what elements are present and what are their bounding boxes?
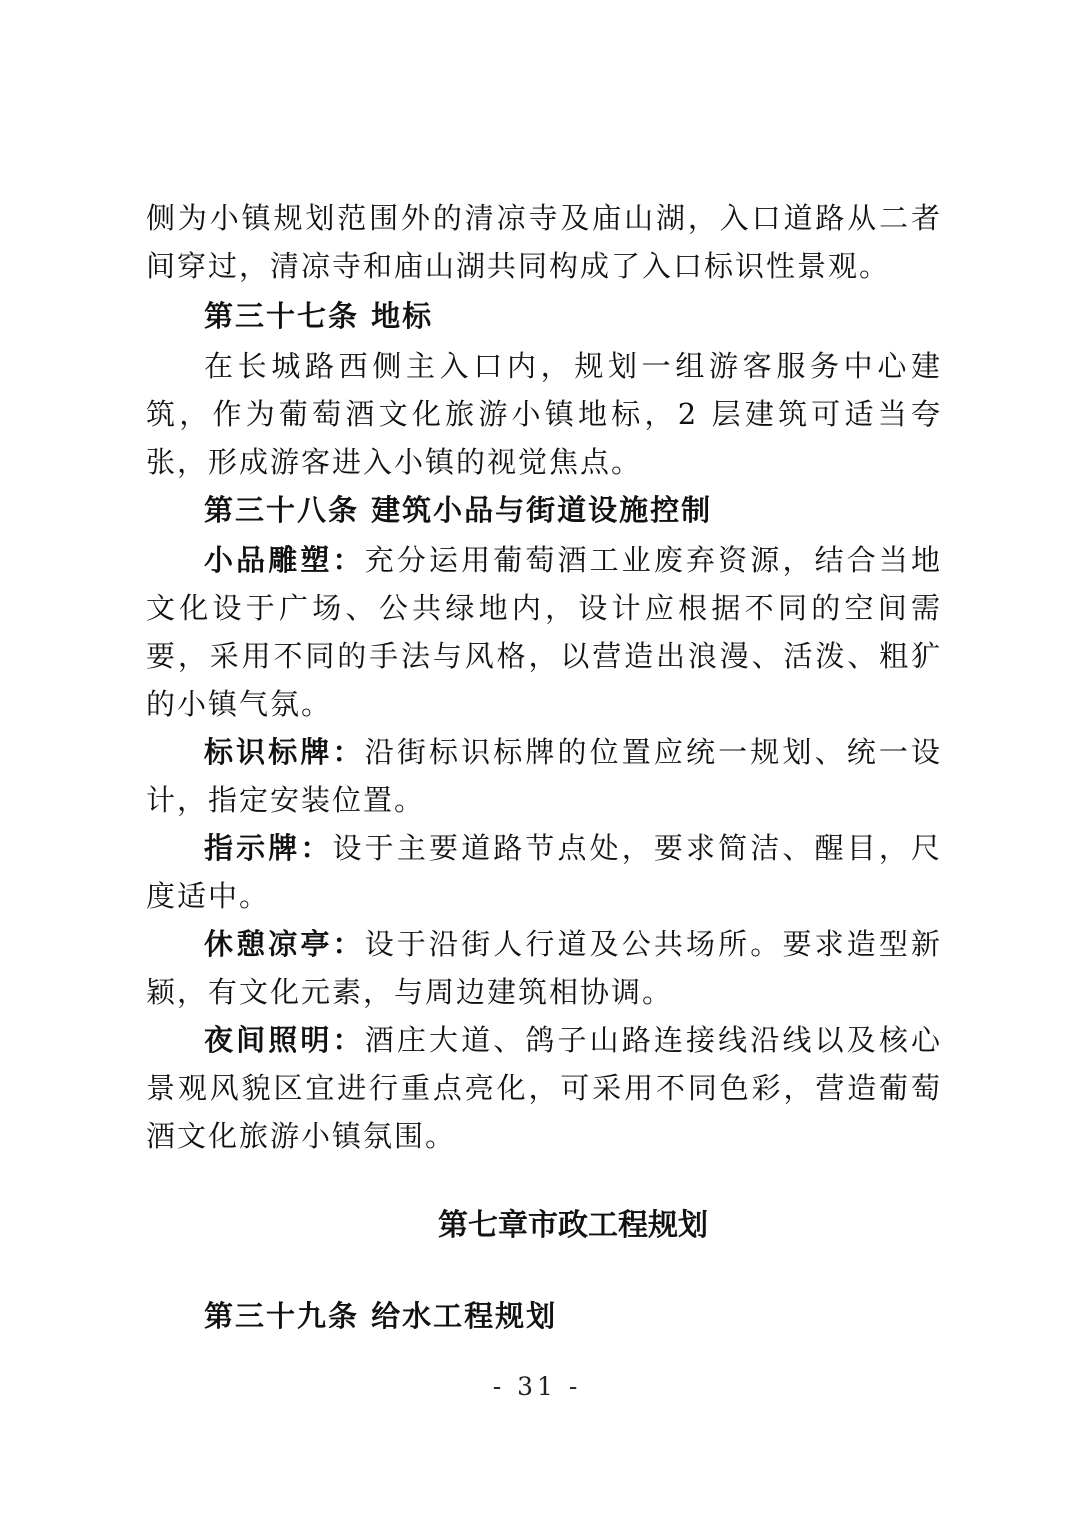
article-38-item-signage xyxy=(146,728,942,824)
article-38-item-pavilion xyxy=(146,920,942,1016)
term-label: 休憩凉亭： xyxy=(204,927,365,961)
intro-paragraph: 侧为小镇规划范围外的清凉寺及庙山湖，入口道路从二者间穿过，清凉寺和庙山湖共同构成了入口标识性景观。 xyxy=(146,201,942,283)
article-39-heading: 第三十九条 给水工程规划 xyxy=(204,1299,558,1333)
term-label: 指示牌： xyxy=(204,831,333,865)
term-text: 设于沿街人行道及公共场所。要求造型新颖，有文化元素，与周边建筑相协调。 xyxy=(146,927,942,1009)
article-37-body: 在长城路西侧主入口内，规划一组游客服务中心建筑，作为葡萄酒文化旅游小镇地标，2 层建筑可适当夸张，形成游客进入小镇的视觉焦点。 xyxy=(146,349,942,479)
article-38-item-lighting xyxy=(146,1016,942,1160)
page-number: - 31 - xyxy=(492,1372,582,1401)
article-38-heading: 第三十八条 建筑小品与街道设施控制 xyxy=(204,493,713,527)
term-text: 沿街标识标牌的位置应统一规划、统一设计，指定安装位置。 xyxy=(146,735,942,817)
article-38-item-guide-sign xyxy=(146,824,942,920)
chapter-title: 第七章市政工程规划 xyxy=(438,1208,708,1243)
article-37-heading: 第三十七条 地标 xyxy=(204,299,434,333)
term-label: 小品雕塑： xyxy=(204,543,365,577)
term-text: 充分运用葡萄酒工业废弃资源，结合当地文化设于广场、公共绿地内，设计应根据不同的空间需要，采用不同的手法与风格，以营造出浪漫、活泼、粗犷的小镇气氛。 xyxy=(146,543,942,721)
term-text: 酒庄大道、鸽子山路连接线沿线以及核心景观风貌区宜进行重点亮化，可采用不同色彩，营造葡萄酒文化旅游小镇氛围。 xyxy=(146,1023,942,1153)
term-label: 夜间照明： xyxy=(204,1023,365,1057)
term-label: 标识标牌： xyxy=(204,735,365,769)
term-text: 设于主要道路节点处，要求简洁、醒目，尺度适中。 xyxy=(146,831,942,913)
page-body xyxy=(146,194,942,1342)
article-38-item-sculpture xyxy=(146,536,942,728)
